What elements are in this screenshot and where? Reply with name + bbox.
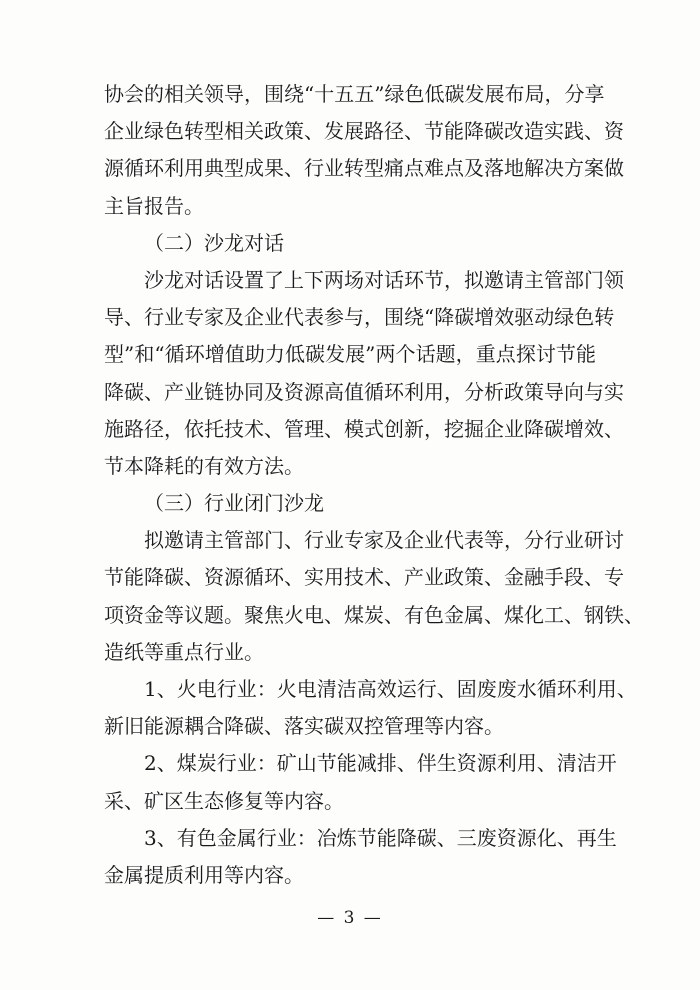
text-line: 协会的相关领导，围绕“十五五”绿色低碳发展布局，分享 [104, 82, 605, 106]
section-heading: （三）行业闭门沙龙 [144, 491, 324, 516]
text-line: 沙龙对话设置了上下两场对话环节，拟邀请主管部门领 [144, 267, 624, 292]
text-line: 拟邀请主管部门、行业专家及企业代表等，分行业研讨 [144, 528, 624, 553]
page-number: — 3 — [317, 908, 383, 928]
text-line: 节能降碳、资源循环、实用技术、产业政策、金融手段、专 [104, 565, 624, 590]
body-text [104, 76, 644, 894]
text-line: 降碳、产业链协同及资源高值循环利用，分析政策导向与实 [104, 379, 624, 404]
text-line: 施路径，依托技术、管理、模式创新，挖掘企业降碳增效、 [104, 416, 624, 441]
text-line: 新旧能源耦合降碳、落实碳双控管理等内容。 [104, 714, 504, 739]
text-line: 导、行业专家及企业代表参与，围绕“降碳增效驱动绿色转 [104, 305, 615, 330]
text-line: 型”和“循环增值助力低碳发展”两个话题，重点探讨节能 [104, 342, 596, 367]
list-item: 2、煤炭行业：矿山节能减排、伴生资源利用、清洁开 [144, 751, 617, 776]
text-line: 主旨报告。 [104, 193, 204, 218]
section-heading: （二）沙龙对话 [144, 230, 284, 255]
text-line: 源循环利用典型成果、行业转型痛点难点及落地解决方案做 [104, 156, 624, 181]
text-line: 企业绿色转型相关政策、发展路径、节能降碳改造实践、资 [104, 119, 624, 144]
list-item: 3、有色金属行业：冶炼节能降碳、三废资源化、再生 [144, 825, 617, 850]
list-item: 1、火电行业：火电清洁高效运行、固废废水循环利用、 [144, 677, 637, 701]
text-line: 采、矿区生态修复等内容。 [104, 788, 344, 813]
text-line: 金属提质利用等内容。 [104, 862, 304, 887]
text-line: 造纸等重点行业。 [104, 639, 264, 664]
text-line: 项资金等议题。聚焦火电、煤炭、有色金属、煤化工、钢铁、 [104, 602, 644, 627]
text-line: 节本降耗的有效方法。 [104, 453, 304, 478]
